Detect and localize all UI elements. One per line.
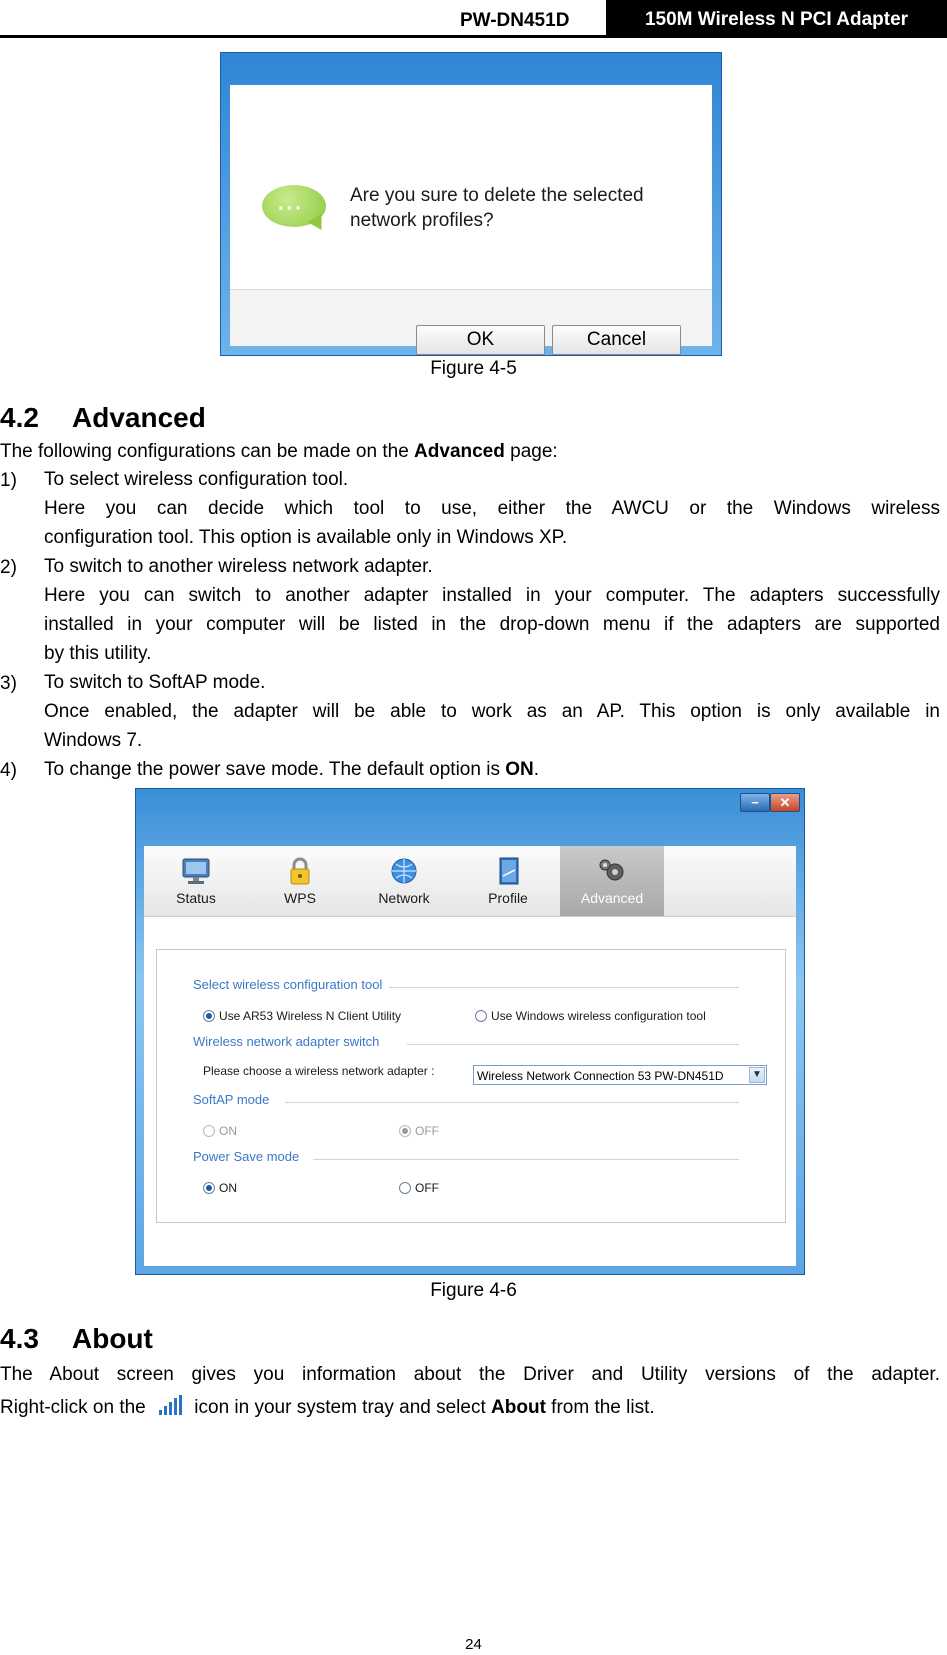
radio-label: Use AR53 Wireless N Client Utility [219, 1009, 402, 1023]
tab-label: Network [378, 890, 430, 906]
about-text: Right-click on the [0, 1397, 152, 1418]
list-item-body: configuration tool. This option is available only in Windows XP. [44, 527, 568, 548]
list-item-title: To switch to SoftAP mode. [44, 672, 266, 693]
intro-bold: Advanced [414, 441, 505, 462]
delete-confirm-dialog-screenshot [220, 52, 722, 356]
divider [389, 987, 739, 988]
list-item-number: 4) [0, 760, 17, 781]
tab-profile[interactable] [456, 846, 560, 916]
globe-icon [388, 856, 420, 886]
figure-4-5-caption: Figure 4-5 [430, 358, 517, 379]
section-label-power: Power Save mode [193, 1149, 300, 1164]
section-number: 4.2 [0, 402, 39, 433]
advanced-settings-panel [156, 949, 786, 1223]
page-number: 24 [465, 1636, 482, 1653]
section-4-2-heading [0, 402, 206, 434]
adapter-select[interactable] [473, 1065, 767, 1085]
dialog-message-line1: Are you sure to delete the selected [350, 185, 644, 206]
monitor-icon [180, 856, 212, 886]
header-model: PW-DN451D [460, 10, 570, 31]
list-item-number: 3) [0, 673, 17, 694]
header-product: 150M Wireless N PCI Adapter [606, 0, 947, 38]
about-bold: About [491, 1397, 546, 1418]
radio-icon [203, 1125, 215, 1137]
chevron-down-icon[interactable]: ▼ [749, 1067, 765, 1083]
section-title: Advanced [72, 402, 206, 433]
radio-icon [475, 1010, 487, 1022]
intro-text-end: page: [504, 441, 558, 462]
list-item-title: To switch to another wireless network adapter. [44, 556, 433, 577]
about-text: icon in your system tray and select [189, 1397, 492, 1418]
list-item-body: Windows 7. [44, 730, 143, 751]
toolbar [144, 846, 796, 917]
lock-icon [284, 856, 316, 886]
section-label-tool: Select wireless configuration tool [193, 977, 383, 992]
section-label-adapter: Wireless network adapter switch [193, 1034, 380, 1049]
advanced-window-screenshot [135, 788, 805, 1275]
profile-book-icon [492, 856, 524, 886]
section-number: 4.3 [0, 1323, 39, 1354]
divider [407, 1044, 739, 1045]
dialog-body [230, 85, 712, 289]
list-item-body: Here you can decide which tool to use, either the AWCU or the Windows wireless [44, 498, 940, 519]
tab-network[interactable] [352, 846, 456, 916]
ok-button[interactable]: OK [416, 325, 545, 355]
close-button[interactable]: ✕ [770, 793, 800, 812]
radio-label: OFF [415, 1181, 439, 1195]
softap-on-radio[interactable] [203, 1124, 237, 1138]
chat-dots-icon: ··· [278, 198, 304, 220]
radio-label: ON [219, 1124, 237, 1138]
page-header [0, 0, 947, 38]
tab-advanced[interactable] [560, 846, 664, 916]
radio-label: ON [219, 1181, 237, 1195]
radio-label: Use Windows wireless configuration tool [491, 1009, 706, 1023]
section-label-softap: SoftAP mode [193, 1092, 270, 1107]
power-on-radio[interactable] [203, 1181, 237, 1195]
radio-icon [399, 1182, 411, 1194]
item4-text: To change the power save mode. The default option is [44, 759, 506, 780]
signal-bars-icon [157, 1395, 183, 1415]
radio-ar53-utility[interactable] [203, 1009, 401, 1023]
dialog-client [230, 85, 712, 350]
minimize-button[interactable]: − [740, 793, 770, 812]
item4-bold: ON [505, 759, 534, 780]
section-4-3-heading [0, 1323, 153, 1355]
header-rule [0, 35, 947, 38]
list-item-body: Once enabled, the adapter will be able to work as an AP. This option is only available in [44, 701, 940, 722]
divider [313, 1159, 739, 1160]
tab-wps[interactable] [248, 846, 352, 916]
adapter-select-value: Wireless Network Connection 53 PW-DN451D [477, 1069, 724, 1083]
power-off-radio[interactable] [399, 1181, 439, 1195]
figure-4-6-caption: Figure 4-6 [430, 1280, 517, 1301]
dialog-message-line2: network profiles? [350, 210, 494, 231]
adapter-prompt: Please choose a wireless network adapter : [203, 1064, 435, 1078]
advanced-intro [0, 438, 558, 467]
list-item-number: 2) [0, 557, 17, 578]
tab-status[interactable] [144, 846, 248, 916]
item4-text-end: . [533, 759, 540, 780]
divider [285, 1102, 739, 1103]
radio-windows-tool[interactable] [475, 1009, 706, 1023]
tab-label: Profile [488, 890, 528, 906]
list-item-title: To select wireless configuration tool. [44, 469, 349, 490]
list-item-body: by this utility. [44, 643, 152, 664]
about-text-end: from the list. [545, 1397, 655, 1418]
list-item-body: Here you can switch to another adapter installed in your computer. The adapters successfully [44, 585, 940, 606]
dialog-message [350, 183, 680, 233]
list-item-title [44, 756, 539, 785]
radio-selected-icon [203, 1182, 215, 1194]
cancel-button[interactable]: Cancel [552, 325, 681, 355]
gear-icon [596, 856, 628, 886]
tab-label: Status [176, 890, 216, 906]
list-item-number: 1) [0, 470, 17, 491]
radio-label: OFF [415, 1124, 439, 1138]
radio-selected-icon [203, 1010, 215, 1022]
section-title: About [72, 1323, 153, 1354]
about-paragraph-line1: The About screen gives you information about the Driver and Utility versions of the adapter. [0, 1364, 940, 1385]
tab-label: WPS [284, 890, 316, 906]
tab-label: Advanced [580, 890, 644, 906]
about-paragraph-line2 [0, 1394, 655, 1423]
softap-off-radio[interactable] [399, 1124, 439, 1138]
intro-text: The following configurations can be made on the [0, 441, 415, 462]
list-item-body: installed in your computer will be listed in the drop-down menu if the adapters are supported [44, 614, 940, 635]
radio-selected-icon [399, 1125, 411, 1137]
